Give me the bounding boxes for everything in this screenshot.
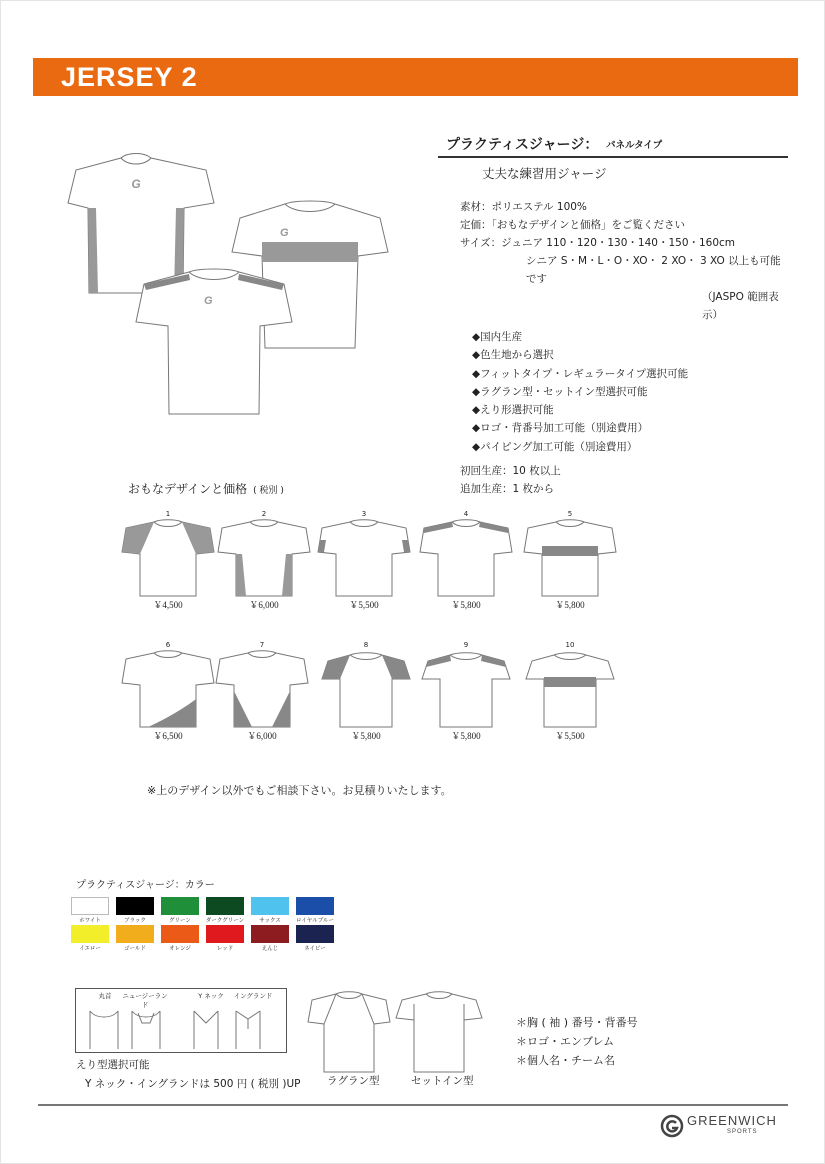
option-item: ＊個人名・チーム名 <box>516 1054 615 1067</box>
color-swatch <box>116 925 154 943</box>
design-price: ￥5,800 <box>351 731 381 741</box>
feature-item: ◆パイピング加工可能（別途費用） <box>472 440 638 453</box>
hero-jerseys <box>60 148 400 428</box>
svg-text:G: G <box>280 227 289 239</box>
color-swatch <box>161 925 199 943</box>
spec-block <box>438 132 788 498</box>
designs-heading-text: おもなデザインと価格 <box>128 482 248 496</box>
design-card-8 <box>318 641 414 741</box>
design-jersey-5 <box>522 518 618 598</box>
design-price: ￥5,500 <box>349 600 379 610</box>
design-card-7 <box>214 641 310 741</box>
color-swatch-label: ロイヤルブルー <box>295 918 335 924</box>
feature-list <box>472 328 788 456</box>
feature-item: ◆ラグラン型・セットイン型選択可能 <box>472 385 648 398</box>
additional-production: 追加生産：1 枚から <box>460 483 555 496</box>
title-banner <box>33 58 798 96</box>
production-info <box>460 462 788 498</box>
design-jersey-3 <box>316 518 412 598</box>
design-number: 6 <box>165 641 171 649</box>
spec-material: 素材：ポリエステル 100% <box>460 201 587 213</box>
design-number: 3 <box>361 510 367 518</box>
color-swatch <box>161 897 199 915</box>
design-card-1 <box>120 510 216 610</box>
design-number: 1 <box>165 510 171 518</box>
spec-size-senior: シニア S・M・L・O・XO・ 2 XO・ 3 XO 以上も可能です <box>526 255 781 285</box>
color-swatch <box>296 925 334 943</box>
feature-item: ◆ロゴ・背番号加工可能（別途費用） <box>472 422 649 435</box>
color-swatch <box>206 897 244 915</box>
design-card-9 <box>418 641 514 741</box>
design-jersey-4 <box>418 518 514 598</box>
color-swatch-label: サックス <box>259 918 281 924</box>
design-jersey-7 <box>214 649 310 729</box>
color-swatch-label: ホワイト <box>79 918 101 924</box>
design-price: ￥5,800 <box>555 600 585 610</box>
color-swatch-label: ダークグリーン <box>205 918 245 924</box>
designs-heading-note: ( 税別 ) <box>253 486 284 496</box>
collar-options-box <box>75 988 287 1053</box>
collar-label-england: イングランド <box>233 992 273 1000</box>
option-item: ＊ロゴ・エンブレム <box>516 1035 615 1048</box>
design-card-2 <box>216 510 312 610</box>
design-price: ￥5,500 <box>555 731 585 741</box>
spec-size-junior: サイズ：ジュニア 110・120・130・140・150・160cm <box>460 237 736 249</box>
raglan-label: ラグラン型 <box>327 1075 380 1087</box>
design-price: ￥4,500 <box>153 600 183 610</box>
color-swatch <box>251 925 289 943</box>
color-swatch <box>116 897 154 915</box>
design-price: ￥6,500 <box>153 731 183 741</box>
design-number: 9 <box>463 641 469 649</box>
hero-jersey-side <box>134 268 294 418</box>
design-price: ￥5,800 <box>451 731 481 741</box>
option-item: ＊胸 ( 袖 ) 番号・背番号 <box>516 1016 638 1029</box>
design-jersey-8 <box>318 649 414 729</box>
collar-caption: えり型選択可能 <box>76 1059 150 1071</box>
page-title: JERSEY 2 <box>61 62 198 92</box>
color-swatch-label: えんじ <box>261 946 279 952</box>
logo-wordmark: GREENWICH <box>687 1113 777 1128</box>
color-swatch <box>71 925 109 943</box>
hero-logo: G <box>131 177 141 191</box>
spec-details <box>460 198 788 324</box>
design-card-5 <box>522 510 618 610</box>
design-jersey-2 <box>216 518 312 598</box>
first-production: 初回生産：10 枚以上 <box>460 465 561 478</box>
design-price: ￥6,000 <box>247 731 277 741</box>
customization-options <box>516 1013 638 1070</box>
collar-label-yneck: Y ネック <box>198 992 224 1000</box>
greenwich-logo <box>660 1112 780 1142</box>
design-card-10 <box>522 641 618 741</box>
color-swatch-label: イエロー <box>79 946 101 952</box>
svg-text:G: G <box>204 295 213 307</box>
color-swatch <box>251 897 289 915</box>
spec-price-note: 定価：「おもなデザインと価格」をご覧ください <box>460 219 686 231</box>
footer-rule <box>38 1104 788 1106</box>
logo-mark-icon <box>660 1114 684 1138</box>
feature-item: ◆色生地から選択 <box>472 349 554 362</box>
colors-heading: プラクティスジャージ：カラー <box>76 880 215 891</box>
design-number: 5 <box>567 510 573 518</box>
spec-tagline: 丈夫な練習用ジャージ <box>482 166 607 181</box>
design-price: ￥6,000 <box>249 600 279 610</box>
design-price: ￥5,800 <box>451 600 481 610</box>
setin-jersey-illustration <box>394 990 484 1074</box>
design-card-4 <box>418 510 514 610</box>
design-number: 7 <box>259 641 265 649</box>
color-swatch-label: オレンジ <box>169 946 191 952</box>
designs-heading <box>128 480 284 497</box>
collar-label-newzealand: ニュージーランド <box>122 992 168 1009</box>
color-swatch <box>206 925 244 943</box>
design-number: 10 <box>565 641 575 649</box>
raglan-jersey-illustration <box>306 990 392 1074</box>
design-number: 2 <box>261 510 267 518</box>
feature-item: ◆えり形選択可能 <box>472 404 554 417</box>
collar-upcharge-note: Y ネック・イングランドは 500 円 ( 税別 )UP <box>85 1078 301 1090</box>
design-card-3 <box>316 510 412 610</box>
design-jersey-6 <box>120 649 216 729</box>
color-swatch-label: レッド <box>216 946 234 952</box>
design-note: ※上のデザイン以外でもご相談下さい。お見積りいたします。 <box>147 784 452 797</box>
color-swatch <box>296 897 334 915</box>
spec-title: プラクティスジャージ： <box>446 137 599 153</box>
feature-item: ◆フィットタイプ・レギュラータイプ選択可能 <box>472 367 689 380</box>
design-number: 8 <box>363 641 369 649</box>
design-jersey-10 <box>522 649 618 729</box>
design-jersey-9 <box>418 649 514 729</box>
spec-title-row <box>438 132 788 158</box>
spec-subtitle: パネルタイプ <box>606 140 663 151</box>
collar-label-round: 丸首 <box>98 992 112 1000</box>
spec-size-note: （JASPO 範囲表示） <box>702 291 779 321</box>
color-swatch-label: ブラック <box>124 918 146 924</box>
setin-label: セットイン型 <box>411 1075 474 1087</box>
collar-illustrations <box>76 999 288 1054</box>
design-card-6 <box>120 641 216 741</box>
color-swatch <box>71 897 109 915</box>
feature-item: ◆国内生産 <box>472 331 523 343</box>
design-number: 4 <box>463 510 469 518</box>
color-swatch-label: グリーン <box>169 918 191 924</box>
logo-subtext: SPORTS <box>727 1129 758 1135</box>
design-jersey-1 <box>120 518 216 598</box>
color-swatch-label: ネイビー <box>304 946 326 952</box>
color-swatch-label: ゴールド <box>124 946 146 952</box>
